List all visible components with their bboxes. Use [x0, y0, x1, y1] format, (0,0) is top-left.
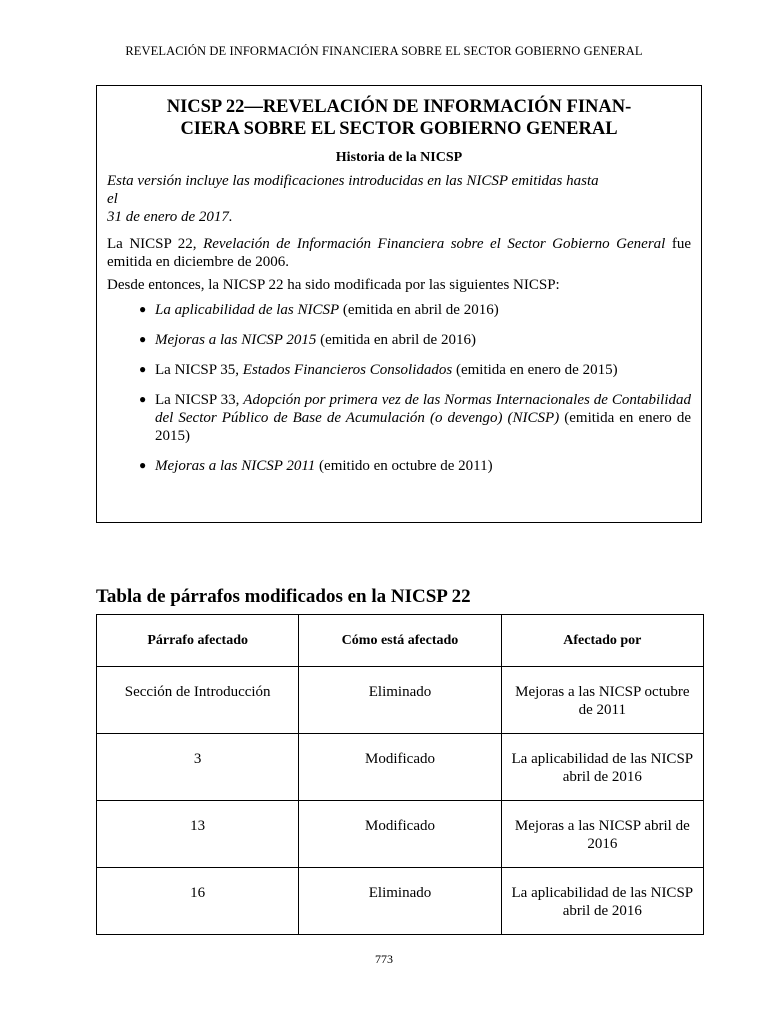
issued-paragraph — [107, 235, 691, 271]
cell-by: Mejoras a las NICSP octubre de 2011 — [501, 667, 703, 734]
cell-how: Modificado — [299, 801, 501, 868]
table-header-row — [97, 615, 704, 667]
cell-by: La aplicabilidad de las NICSP abril de 2016 — [501, 868, 703, 935]
page-number: 773 — [375, 952, 393, 966]
version-note-line-2: el — [107, 191, 118, 207]
since-paragraph: Desde entonces, la NICSP 22 ha sido modificada por las siguientes NICSP: — [107, 277, 560, 293]
issued-standard-title: Revelación de Información Financiera sobre el Sector Gobierno General — [203, 236, 666, 252]
bullet-icon: ● — [139, 392, 147, 406]
cell-by: La aplicabilidad de las NICSP abril de 2016 — [501, 734, 703, 801]
history-heading: Historia de la NICSP — [335, 150, 463, 165]
bullet-icon: ● — [139, 458, 147, 472]
standard-title-line-2: CIERA SOBRE EL SECTOR GOBIERNO GENERAL — [180, 119, 618, 139]
header-how-affected: Cómo está afectado — [299, 615, 501, 667]
bullet-icon: ● — [139, 332, 147, 346]
cell-paragraph: 3 — [97, 734, 299, 801]
table-title: Tabla de párrafos modificados en la NICSP 22 — [96, 586, 471, 607]
amendment-list — [107, 300, 691, 475]
table-row — [97, 868, 704, 935]
version-note-line-1: Esta versión incluye las modificaciones introducidas en las NICSP emitidas hasta — [107, 173, 599, 189]
running-header: REVELACIÓN DE INFORMACIÓN FINANCIERA SOBRE EL SECTOR GOBIERNO GENERAL — [125, 44, 643, 58]
version-note-line-3: 31 de enero de 2017. — [107, 209, 233, 225]
cell-paragraph: 13 — [97, 801, 299, 868]
table-row — [97, 734, 704, 801]
amendment-item: ● Mejoras a las NICSP 2011 (emitido en octubre de 2011) — [139, 458, 493, 474]
table-row — [97, 801, 704, 868]
amendment-item: ● La NICSP 33, Adopción por primera vez de las Normas Internacionales de Contabilidad del Sector Público de Base de Acumulación (o devengo) (NICSP) (emitida en enero de 2015) — [139, 392, 691, 444]
standard-title — [107, 96, 691, 140]
version-note — [107, 172, 691, 226]
bullet-icon: ● — [139, 302, 147, 316]
amendment-item: ● La NICSP 35, Estados Financieros Consolidados (emitida en enero de 2015) — [139, 362, 618, 378]
cell-how: Eliminado — [299, 868, 501, 935]
cell-paragraph: Sección de Introducción — [97, 667, 299, 734]
cell-by: Mejoras a las NICSP abril de 2016 — [501, 801, 703, 868]
standard-title-line-1: NICSP 22—REVELACIÓN DE INFORMACIÓN FINAN- — [166, 97, 632, 117]
header-affected-by: Afectado por — [501, 615, 703, 667]
cell-how: Eliminado — [299, 667, 501, 734]
header-affected-paragraph: Párrafo afectado — [97, 615, 299, 667]
cell-how: Modificado — [299, 734, 501, 801]
cell-paragraph: 16 — [97, 868, 299, 935]
history-box — [96, 85, 702, 523]
issued-prefix: La NICSP 22, — [107, 236, 204, 252]
table-row — [97, 667, 704, 734]
issued-suffix: fue emitida en diciembre de 2006. — [107, 236, 692, 270]
amended-paragraphs-table — [96, 614, 704, 935]
bullet-icon: ● — [139, 362, 147, 376]
amendment-item: ● Mejoras a las NICSP 2015 (emitida en abril de 2016) — [139, 332, 476, 348]
amendment-item: ● La aplicabilidad de las NICSP (emitida en abril de 2016) — [139, 302, 499, 318]
